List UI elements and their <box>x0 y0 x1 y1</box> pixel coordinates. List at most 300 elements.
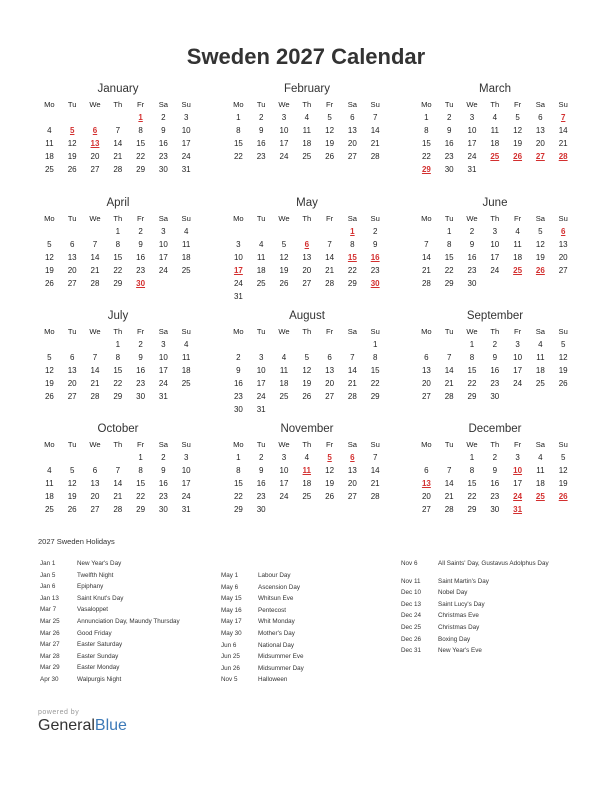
holiday-day-cell: 5 <box>327 453 332 462</box>
day-cell: 17 <box>279 139 289 148</box>
holiday-date: May 30 <box>221 629 242 637</box>
empty-day-cell <box>438 451 461 464</box>
day-cell: 2 <box>258 453 264 462</box>
weekday-header-row <box>415 438 575 451</box>
day-cell: 16 <box>158 479 168 488</box>
weekday-header: Th <box>113 440 123 449</box>
weekday-header: Th <box>302 327 312 336</box>
weekday-header: Mo <box>421 214 432 223</box>
day-cell: 13 <box>67 253 77 262</box>
day-cell: 19 <box>558 366 568 375</box>
day-cell: 1 <box>469 453 475 462</box>
empty-day-cell <box>295 225 318 238</box>
day-cell: 30 <box>444 165 454 174</box>
day-cell: 10 <box>467 126 477 135</box>
day-cell: 12 <box>302 366 312 375</box>
holiday-date: Mar 26 <box>40 629 60 637</box>
day-cell: 22 <box>233 492 243 501</box>
holiday-row <box>221 628 304 640</box>
day-cell: 19 <box>279 266 289 275</box>
week-row <box>38 264 198 277</box>
day-cell: 8 <box>115 353 121 362</box>
day-cell: 3 <box>281 453 287 462</box>
day-cell: 30 <box>490 392 500 401</box>
holiday-name: Saint Knut's Day <box>77 594 124 602</box>
weekday-header: Su <box>370 214 380 223</box>
empty-day-cell <box>552 163 575 176</box>
day-cell: 8 <box>350 240 355 249</box>
day-cell: 18 <box>513 253 523 262</box>
day-cell: 19 <box>302 379 312 388</box>
day-cell: 20 <box>535 139 545 148</box>
day-cell: 16 <box>256 479 266 488</box>
month-november <box>227 422 387 516</box>
footer <box>38 709 127 735</box>
day-cell: 20 <box>558 253 568 262</box>
day-cell: 3 <box>183 453 189 462</box>
day-cell: 15 <box>370 366 380 375</box>
weekday-header: Fr <box>137 440 145 449</box>
holiday-name: Annunciation Day, Maundy Thursday <box>77 617 180 625</box>
holiday-date: Dec 31 <box>401 647 421 655</box>
holiday-day-cell: 31 <box>513 505 523 514</box>
empty-day-cell <box>529 277 552 290</box>
empty-day-cell <box>152 277 175 290</box>
day-cell: 25 <box>302 152 312 161</box>
day-cell: 30 <box>490 505 500 514</box>
day-cell: 7 <box>115 126 121 135</box>
week-row <box>38 277 198 290</box>
day-cell: 7 <box>446 466 452 475</box>
day-cell: 18 <box>181 253 191 262</box>
empty-day-cell <box>175 390 198 403</box>
day-cell: 11 <box>279 366 289 375</box>
holiday-row <box>401 599 549 611</box>
holiday-day-cell: 25 <box>490 152 500 161</box>
day-cell: 14 <box>558 126 568 135</box>
day-cell: 2 <box>161 453 166 462</box>
holiday-row <box>221 582 304 594</box>
empty-day-cell <box>318 503 341 516</box>
day-cell: 10 <box>279 466 289 475</box>
weekday-header: Su <box>181 214 191 223</box>
day-cell: 15 <box>136 139 146 148</box>
day-cell: 4 <box>47 466 52 475</box>
day-cell: 25 <box>181 379 191 388</box>
week-row <box>415 390 575 403</box>
day-cell: 17 <box>279 479 289 488</box>
week-row <box>227 390 387 403</box>
holiday-row <box>40 651 180 663</box>
day-cell: 8 <box>469 466 475 475</box>
week-row <box>227 403 387 416</box>
day-cell: 10 <box>181 126 191 135</box>
day-cell: 3 <box>469 113 475 122</box>
day-cell: 22 <box>467 492 477 501</box>
day-cell: 25 <box>44 505 54 514</box>
day-cell: 8 <box>138 126 143 135</box>
week-row <box>38 364 198 377</box>
empty-day-cell <box>273 503 296 516</box>
empty-day-cell <box>318 403 341 416</box>
day-cell: 26 <box>279 279 289 288</box>
month-august <box>227 309 387 416</box>
day-cell: 24 <box>181 152 191 161</box>
day-cell: 24 <box>467 152 477 161</box>
day-cell: 13 <box>535 126 545 135</box>
weekday-header: Tu <box>67 214 77 223</box>
weekday-header: Fr <box>326 440 334 449</box>
day-cell: 11 <box>182 240 191 249</box>
day-cell: 5 <box>47 240 52 249</box>
brand-name-part2: Blue <box>94 717 127 734</box>
day-cell: 20 <box>347 139 357 148</box>
empty-day-cell <box>250 290 273 303</box>
day-cell: 29 <box>444 279 454 288</box>
month-january <box>38 82 198 176</box>
week-row <box>415 364 575 377</box>
day-cell: 1 <box>138 453 143 462</box>
day-cell: 23 <box>490 492 500 501</box>
day-cell: 29 <box>467 505 477 514</box>
day-cell: 22 <box>421 152 431 161</box>
weekday-header: Mo <box>233 327 244 336</box>
day-cell: 11 <box>513 240 522 249</box>
week-row <box>227 111 387 124</box>
day-cell: 18 <box>302 479 312 488</box>
week-row <box>415 477 575 490</box>
weekday-header: Mo <box>233 100 244 109</box>
day-cell: 28 <box>90 392 100 401</box>
holiday-day-cell: 1 <box>350 227 355 236</box>
week-row <box>38 163 198 176</box>
month-name: November <box>280 423 334 435</box>
holiday-row <box>221 605 304 617</box>
week-row <box>38 137 198 150</box>
empty-day-cell <box>38 225 61 238</box>
empty-day-cell <box>84 111 107 124</box>
day-cell: 23 <box>256 152 266 161</box>
day-cell: 29 <box>233 505 243 514</box>
empty-day-cell <box>415 451 438 464</box>
weekday-header: Fr <box>514 214 522 223</box>
day-cell: 9 <box>446 126 452 135</box>
weekday-header-row <box>227 212 387 225</box>
empty-day-cell <box>364 290 387 303</box>
weekday-header: Sa <box>535 100 546 109</box>
day-cell: 9 <box>492 466 498 475</box>
day-cell: 30 <box>467 279 477 288</box>
holiday-day-cell: 25 <box>513 266 523 275</box>
weekday-header: Mo <box>421 100 432 109</box>
week-row <box>38 390 198 403</box>
empty-day-cell <box>227 225 250 238</box>
day-cell: 9 <box>236 366 241 375</box>
day-cell: 27 <box>558 266 568 275</box>
day-cell: 23 <box>158 152 168 161</box>
day-cell: 31 <box>233 292 243 301</box>
day-cell: 3 <box>515 340 520 349</box>
week-row <box>227 277 387 290</box>
weekday-header: Tu <box>67 327 77 336</box>
weekday-header-row <box>415 98 575 111</box>
weekday-header: We <box>278 214 290 223</box>
empty-day-cell <box>295 403 318 416</box>
holiday-row <box>40 570 180 582</box>
weekday-header: We <box>89 100 101 109</box>
holiday-name: Easter Saturday <box>77 641 123 649</box>
holiday-row <box>40 593 180 605</box>
day-cell: 10 <box>158 353 168 362</box>
day-cell: 12 <box>558 353 568 362</box>
day-cell: 20 <box>90 492 100 501</box>
day-cell: 11 <box>490 126 499 135</box>
holiday-date: Mar 29 <box>40 664 60 672</box>
day-cell: 26 <box>67 165 77 174</box>
week-row <box>227 238 387 251</box>
week-row <box>415 377 575 390</box>
day-cell: 16 <box>490 479 500 488</box>
day-cell: 16 <box>256 139 266 148</box>
holiday-date: Dec 13 <box>401 600 421 608</box>
day-cell: 14 <box>347 366 357 375</box>
empty-day-cell <box>318 225 341 238</box>
day-cell: 14 <box>421 253 431 262</box>
day-cell: 16 <box>158 139 168 148</box>
day-cell: 31 <box>467 165 477 174</box>
week-row <box>415 137 575 150</box>
day-cell: 29 <box>370 392 380 401</box>
holiday-date: Nov 5 <box>221 676 238 684</box>
weekday-header-row <box>415 212 575 225</box>
brand-logo[interactable] <box>38 717 127 735</box>
holiday-day-cell: 26 <box>513 152 523 161</box>
day-cell: 15 <box>233 479 243 488</box>
month-march <box>415 82 575 176</box>
day-cell: 9 <box>258 466 264 475</box>
weekday-header: Th <box>490 440 500 449</box>
week-row <box>227 338 387 351</box>
day-cell: 4 <box>515 227 520 236</box>
day-cell: 26 <box>558 379 568 388</box>
day-cell: 2 <box>236 353 241 362</box>
day-cell: 25 <box>181 266 191 275</box>
day-cell: 3 <box>258 353 264 362</box>
day-cell: 25 <box>302 492 312 501</box>
weekday-header: Mo <box>233 214 244 223</box>
day-cell: 28 <box>90 279 100 288</box>
day-cell: 9 <box>372 240 378 249</box>
empty-day-cell <box>106 451 129 464</box>
empty-day-cell <box>529 163 552 176</box>
day-cell: 11 <box>536 353 545 362</box>
day-cell: 2 <box>138 227 143 236</box>
holiday-row <box>221 616 304 628</box>
weekday-header: We <box>466 327 478 336</box>
holiday-day-cell: 6 <box>560 227 566 236</box>
week-row <box>38 464 198 477</box>
holiday-name: Vasaloppet <box>77 606 109 614</box>
holiday-date: Dec 25 <box>401 623 421 631</box>
day-cell: 12 <box>513 126 523 135</box>
day-cell: 5 <box>304 353 310 362</box>
day-cell: 14 <box>444 479 454 488</box>
day-cell: 30 <box>158 505 168 514</box>
holiday-day-cell: 15 <box>347 253 357 262</box>
holiday-day-cell: 10 <box>513 466 523 475</box>
empty-day-cell <box>295 338 318 351</box>
day-cell: 2 <box>492 340 498 349</box>
weekday-header: Tu <box>444 100 454 109</box>
day-cell: 29 <box>136 165 146 174</box>
empty-day-cell <box>438 338 461 351</box>
day-cell: 14 <box>113 139 123 148</box>
day-cell: 17 <box>181 479 191 488</box>
day-cell: 16 <box>444 139 454 148</box>
weekday-header: Su <box>181 440 191 449</box>
holiday-name: Saint Lucy's Day <box>438 600 485 608</box>
day-cell: 1 <box>115 227 121 236</box>
day-cell: 24 <box>490 266 500 275</box>
day-cell: 10 <box>181 466 191 475</box>
holiday-date: Jun 25 <box>221 653 240 661</box>
holiday-row <box>221 663 304 675</box>
day-cell: 10 <box>490 240 500 249</box>
day-cell: 3 <box>492 227 498 236</box>
day-cell: 30 <box>158 165 168 174</box>
day-cell: 31 <box>256 405 266 414</box>
weekday-header: Tu <box>67 100 77 109</box>
weekday-header: Su <box>181 100 191 109</box>
day-cell: 28 <box>113 505 123 514</box>
holiday-row <box>40 628 180 640</box>
holiday-column <box>221 570 304 686</box>
day-cell: 2 <box>446 113 452 122</box>
holiday-name: Midsummer Day <box>258 664 304 672</box>
day-cell: 11 <box>302 126 311 135</box>
holiday-date: May 15 <box>221 595 242 603</box>
holiday-day-cell: 26 <box>535 266 545 275</box>
day-cell: 7 <box>372 113 378 122</box>
holiday-row <box>401 576 549 588</box>
day-cell: 21 <box>370 139 380 148</box>
weekday-header-row <box>38 212 198 225</box>
empty-day-cell <box>506 163 529 176</box>
holiday-row <box>221 674 304 686</box>
day-cell: 20 <box>421 379 431 388</box>
weekday-header: We <box>278 440 290 449</box>
day-cell: 4 <box>492 113 498 122</box>
week-row <box>415 225 575 238</box>
month-april <box>38 196 198 290</box>
day-cell: 10 <box>279 126 289 135</box>
holiday-date: Dec 24 <box>401 612 421 620</box>
week-row <box>227 351 387 364</box>
month-september <box>415 309 575 403</box>
holiday-date: Nov 6 <box>401 560 418 567</box>
day-cell: 27 <box>90 165 100 174</box>
day-cell: 15 <box>467 479 477 488</box>
holiday-row <box>40 604 180 616</box>
holiday-row <box>401 622 549 634</box>
holiday-name: Walpurgis Night <box>77 675 122 683</box>
day-cell: 21 <box>347 379 357 388</box>
holiday-name: Easter Monday <box>77 664 120 672</box>
day-cell: 12 <box>325 126 335 135</box>
day-cell: 19 <box>44 379 54 388</box>
day-cell: 30 <box>136 392 146 401</box>
empty-day-cell <box>61 225 84 238</box>
holiday-date: Dec 10 <box>401 589 421 597</box>
weekday-header: We <box>466 214 478 223</box>
week-row <box>227 124 387 137</box>
weekday-header: Mo <box>233 440 244 449</box>
holiday-row <box>401 587 549 599</box>
brand-name-part1: General <box>38 717 95 734</box>
holiday-name: Epiphany <box>77 583 104 591</box>
day-cell: 23 <box>136 379 146 388</box>
empty-day-cell <box>483 277 506 290</box>
day-cell: 18 <box>279 379 289 388</box>
day-cell: 7 <box>424 240 429 249</box>
holiday-date: Jan 5 <box>40 571 56 579</box>
holiday-day-cell: 26 <box>558 492 568 501</box>
holiday-day-cell: 29 <box>421 165 431 174</box>
day-cell: 26 <box>44 279 54 288</box>
holiday-day-cell: 17 <box>233 266 243 275</box>
holiday-date: Apr 30 <box>40 675 59 683</box>
week-row <box>227 451 387 464</box>
week-row <box>415 277 575 290</box>
day-cell: 8 <box>469 353 475 362</box>
day-cell: 16 <box>136 366 146 375</box>
day-cell: 9 <box>138 240 143 249</box>
day-cell: 15 <box>444 253 454 262</box>
day-cell: 5 <box>47 353 52 362</box>
day-cell: 25 <box>44 165 54 174</box>
week-row <box>38 150 198 163</box>
holiday-date: Nov 11 <box>401 577 421 585</box>
holiday-name: Pentecost <box>258 606 287 614</box>
day-cell: 19 <box>67 152 77 161</box>
day-cell: 18 <box>181 366 191 375</box>
week-row <box>227 251 387 264</box>
day-cell: 15 <box>113 253 123 262</box>
week-row <box>38 111 198 124</box>
day-cell: 20 <box>325 379 335 388</box>
weekday-header: We <box>278 327 290 336</box>
day-cell: 28 <box>444 505 454 514</box>
day-cell: 8 <box>236 466 241 475</box>
day-cell: 7 <box>372 453 378 462</box>
holiday-row <box>401 610 549 622</box>
day-cell: 13 <box>558 240 568 249</box>
weekday-header: Fr <box>326 214 334 223</box>
day-cell: 21 <box>325 266 335 275</box>
holiday-date: Jan 13 <box>40 594 59 602</box>
day-cell: 26 <box>302 392 312 401</box>
holiday-date: Jun 6 <box>221 641 237 649</box>
weekday-header: We <box>89 214 101 223</box>
month-name: October <box>97 423 139 435</box>
holiday-day-cell: 27 <box>535 152 545 161</box>
holiday-name: Good Friday <box>77 629 112 637</box>
day-cell: 10 <box>513 353 523 362</box>
day-cell: 15 <box>136 479 146 488</box>
day-cell: 27 <box>347 152 357 161</box>
holiday-row <box>221 593 304 605</box>
weekday-header: Fr <box>326 100 334 109</box>
